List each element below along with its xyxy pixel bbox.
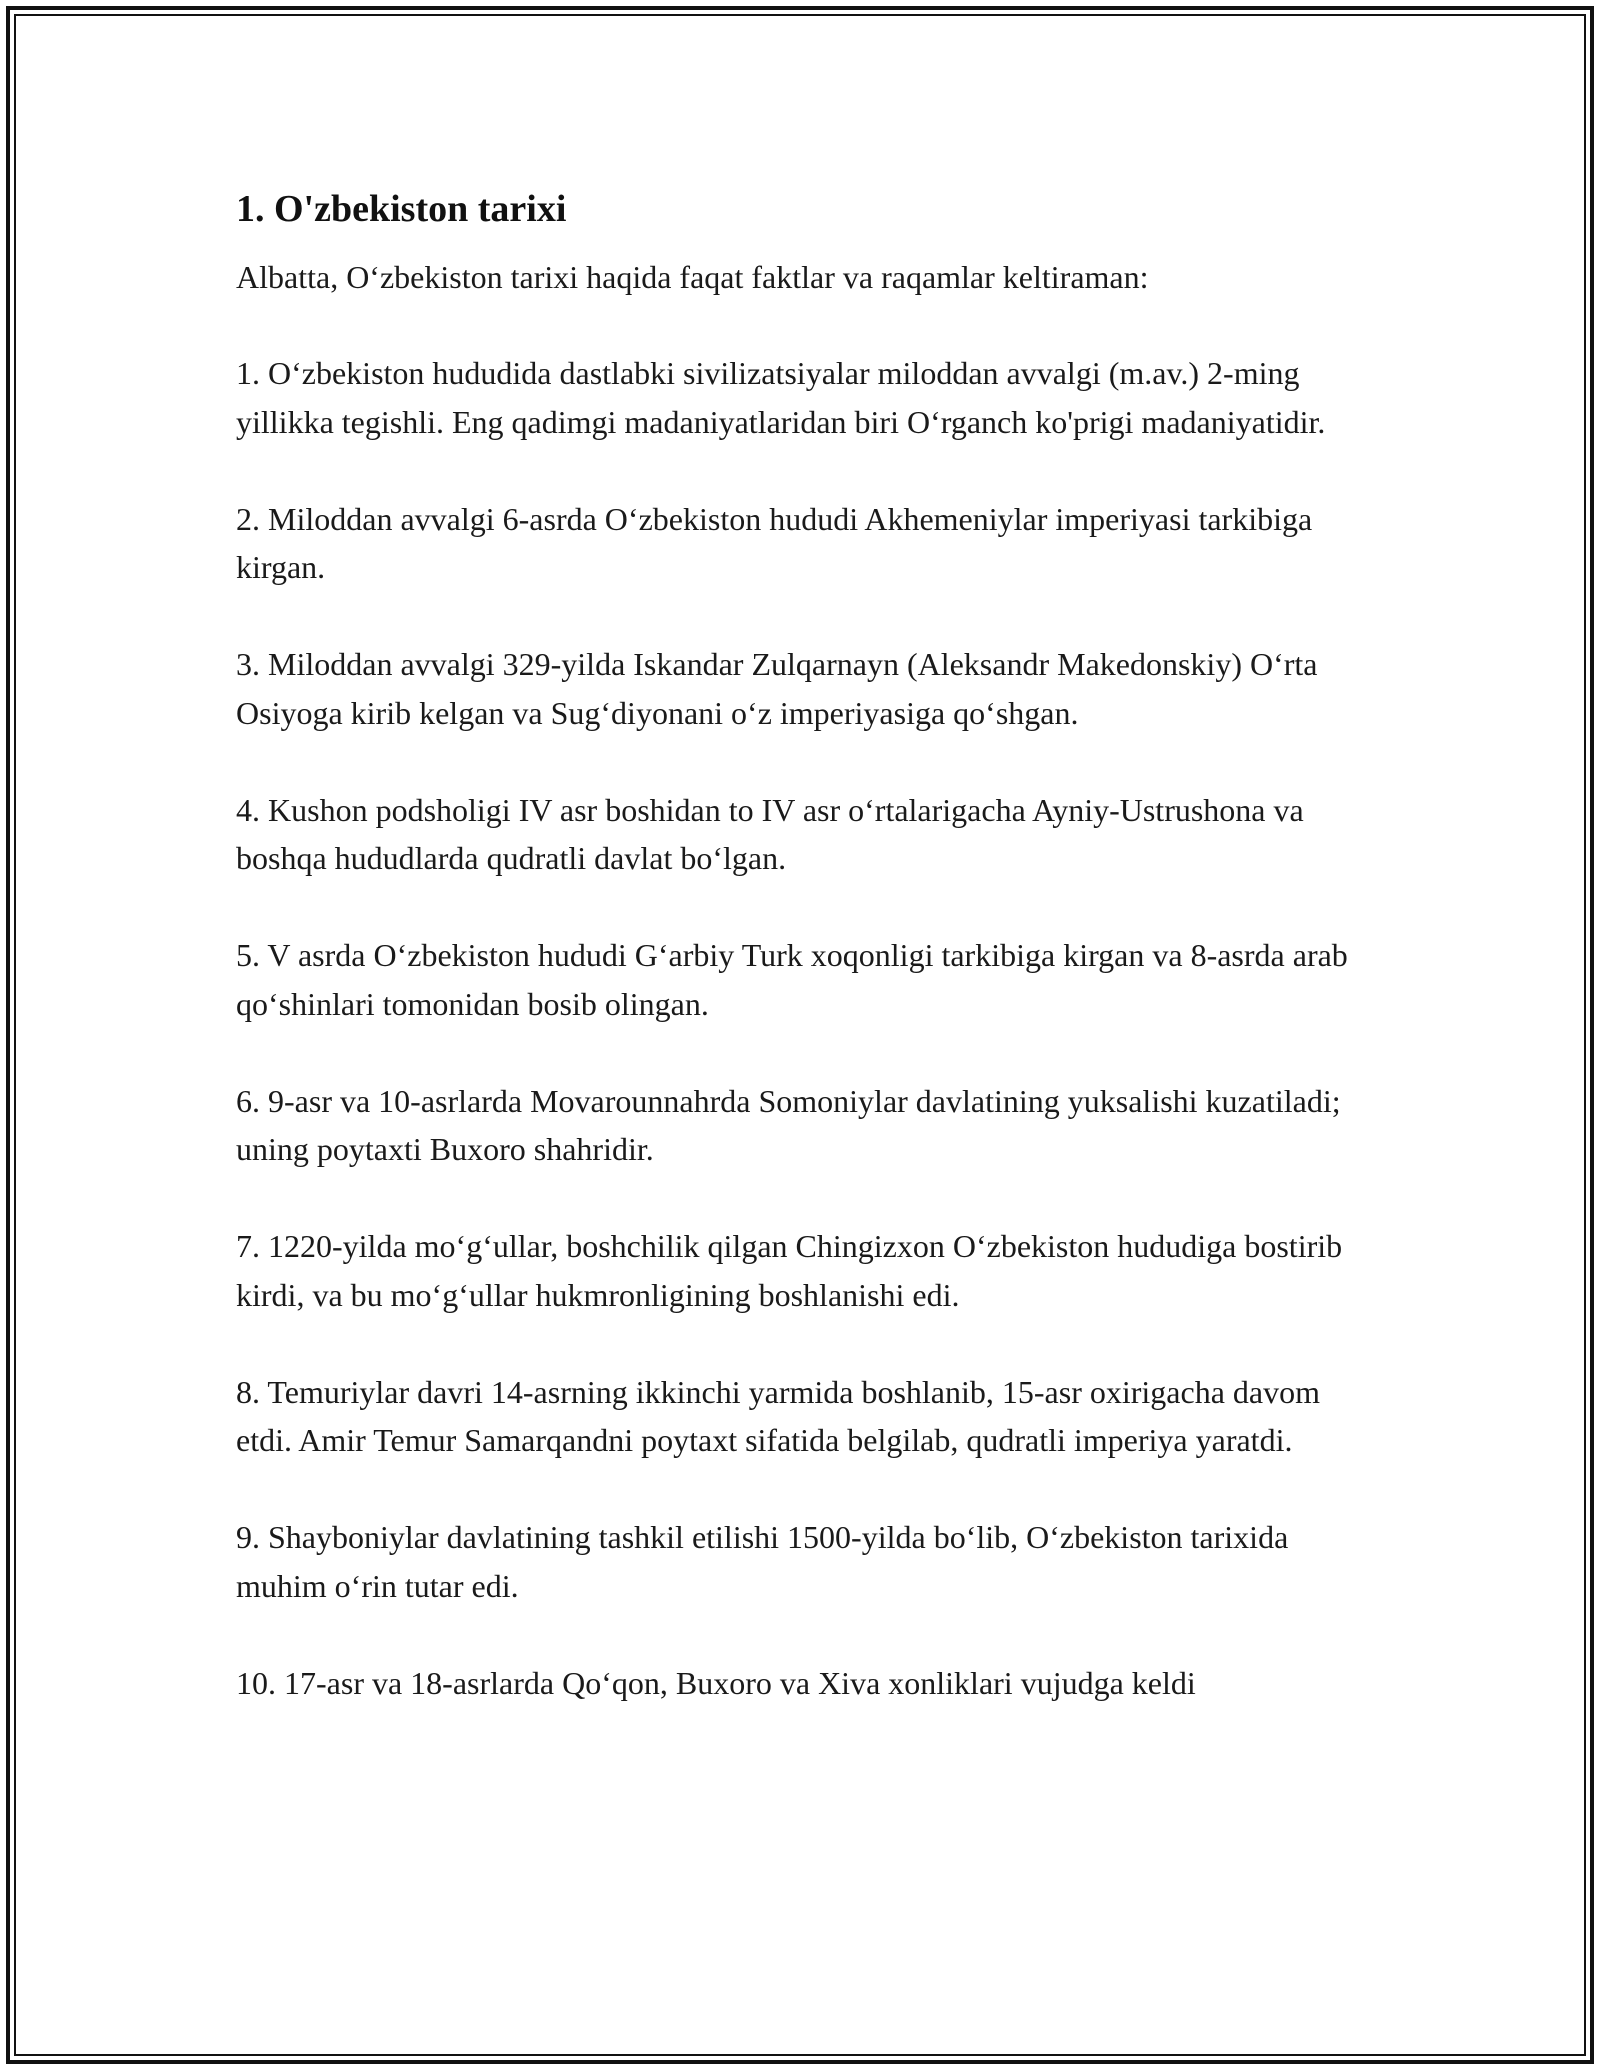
intro-paragraph: Albatta, Oʻzbekiston tarixi haqida faqat faktlar va raqamlar keltiraman: bbox=[236, 259, 1149, 295]
fact-item-6: 6. 9-asr va 10-asrlarda Movarounnahrda Somoniylar davlatining yuksalishi kuzatiladi; uning poytaxti Buxoro shahridir. bbox=[236, 1082, 1341, 1167]
fact-item-2: 2. Miloddan avvalgi 6-asrda Oʻzbekiston hududi Akhemeniylar imperiyasi tarkibiga kirgan. bbox=[236, 500, 1313, 585]
fact-item-5: 5. V asrda Oʻzbekiston hududi Gʻarbiy Turk xoqonligi tarkibiga kirgan va 8-asrda arab qoʻshinlari tomonidan bosib olingan. bbox=[236, 937, 1348, 1022]
document-title: 1. O'zbekiston tarixi bbox=[236, 188, 567, 230]
fact-item-9: 9. Shayboniylar davlatining tashkil etilishi 1500-yilda boʻlib, Oʻzbekiston tarixida muhim oʻrin tutar edi. bbox=[236, 1519, 1289, 1604]
fact-item-7: 7. 1220-yilda moʻgʻullar, boshchilik qilgan Chingizxon Oʻzbekiston hududiga bostirib kirdi, va bu moʻgʻullar hukmronligining boshlanishi edi. bbox=[236, 1228, 1343, 1313]
fact-item-3: 3. Miloddan avvalgi 329-yilda Iskandar Zulqarnayn (Aleksandr Makedonskiy) Oʻrta Osiyoga kirib kelgan va Sugʻdiyonani oʻz imperiyasiga qoʻshgan. bbox=[236, 646, 1318, 731]
fact-item-1: 1. Oʻzbekiston hududida dastlabki sivilizatsiyalar miloddan avvalgi (m.av.) 2-ming yillikka tegishli. Eng qadimgi madaniyatlaridan biri Oʻrganch ko'prigi madaniyatidir. bbox=[236, 355, 1326, 440]
fact-item-4: 4. Kushon podsholigi IV asr boshidan to IV asr oʻrtalarigacha Ayniy-Ustrushona va boshqa hududlarda qudratli davlat boʻlgan. bbox=[236, 791, 1304, 876]
fact-item-8: 8. Temuriylar davri 14-asrning ikkinchi yarmida boshlanib, 15-asr oxirigacha davom etdi. Amir Temur Samarqandni poytaxt sifatida belgilab, qudratli imperiya yaratdi. bbox=[236, 1373, 1320, 1458]
fact-list bbox=[236, 349, 1376, 1707]
document-body bbox=[236, 185, 1376, 1707]
fact-item-10: 10. 17-asr va 18-asrlarda Qoʻqon, Buxoro va Xiva xonliklari vujudga keldi bbox=[236, 1664, 1196, 1701]
